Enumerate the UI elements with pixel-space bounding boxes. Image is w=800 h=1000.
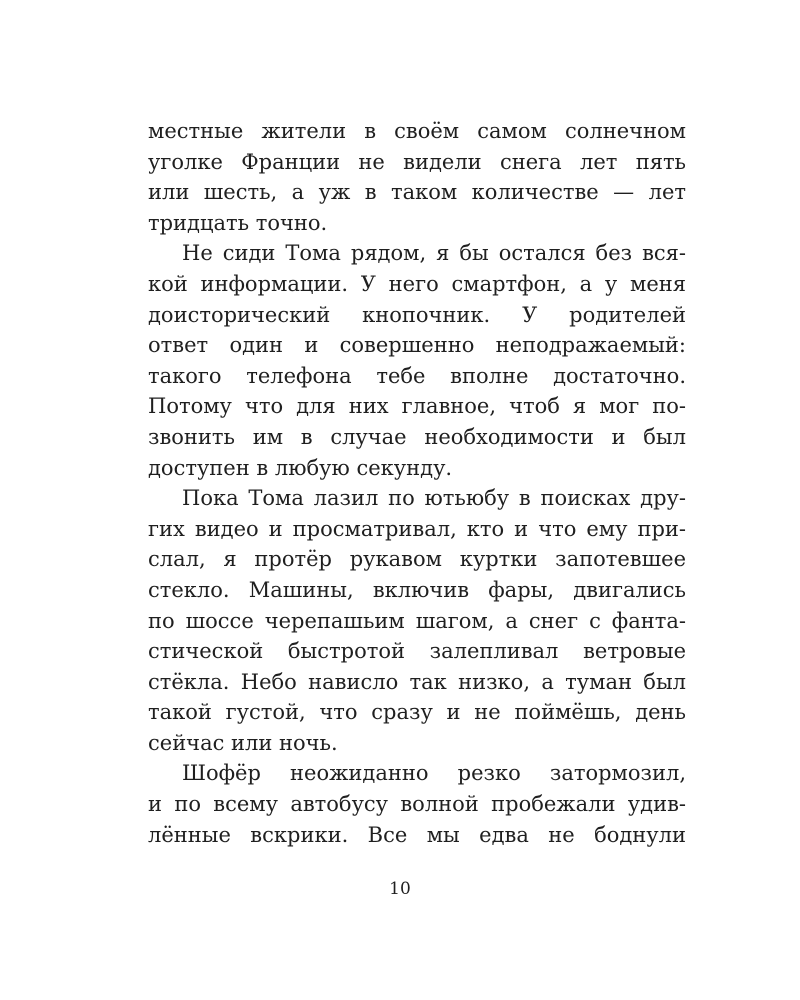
text-line: и по всему автобусу волной пробежали удив- xyxy=(148,792,686,817)
text-line: Потому что для них главное, чтоб я мог по- xyxy=(148,394,686,419)
paragraph-3 xyxy=(148,483,686,758)
text-line: доступен в любую секунду. xyxy=(148,455,453,480)
text-line: или шесть, а уж в таком количестве — лет xyxy=(148,180,686,205)
text-line: сейчас или ночь. xyxy=(148,730,338,755)
text-line: доисторический кнопочник. У родителей xyxy=(148,302,686,327)
text-line: стёкла. Небо нависло так низко, а туман был xyxy=(148,669,686,694)
text-line: местные жители в своём самом солнечном xyxy=(148,119,686,143)
text-line: уголке Франции не видели снега лет пять xyxy=(148,149,686,174)
text-line: слал, я протёр рукавом куртки запотевшее xyxy=(148,547,686,572)
paragraph-1 xyxy=(148,116,686,238)
paragraph-4 xyxy=(148,758,686,850)
page-number: 10 xyxy=(389,879,411,899)
text-line: по шоссе черепашьим шагом, а снег с фанта- xyxy=(148,608,686,633)
text-line: гих видео и просматривал, кто и что ему при- xyxy=(148,516,686,541)
text-line: звонить им в случае необходимости и был xyxy=(148,424,686,449)
paragraph-2 xyxy=(148,238,686,483)
text-line: Шофёр неожиданно резко затормозил, xyxy=(182,761,686,786)
text-line: стической быстротой залепливал ветровые xyxy=(148,639,686,664)
text-line: такой густой, что сразу и не поймёшь, день xyxy=(148,700,686,725)
text-line: Пока Тома лазил по ютьюбу в поисках дру- xyxy=(182,486,686,511)
text-line: ответ один и совершенно неподражаемый: xyxy=(148,333,686,358)
body-text xyxy=(148,116,686,850)
text-line: кой информации. У него смартфон, а у меня xyxy=(148,271,686,296)
text-line: тридцать точно. xyxy=(148,210,328,235)
text-line: Не сиди Тома рядом, я бы остался без вся- xyxy=(182,241,686,266)
text-line: такого телефона тебе вполне достаточно. xyxy=(148,363,686,388)
text-line: стекло. Машины, включив фары, двигались xyxy=(148,577,686,602)
text-line: лённые вскрики. Все мы едва не боднули xyxy=(148,822,686,847)
